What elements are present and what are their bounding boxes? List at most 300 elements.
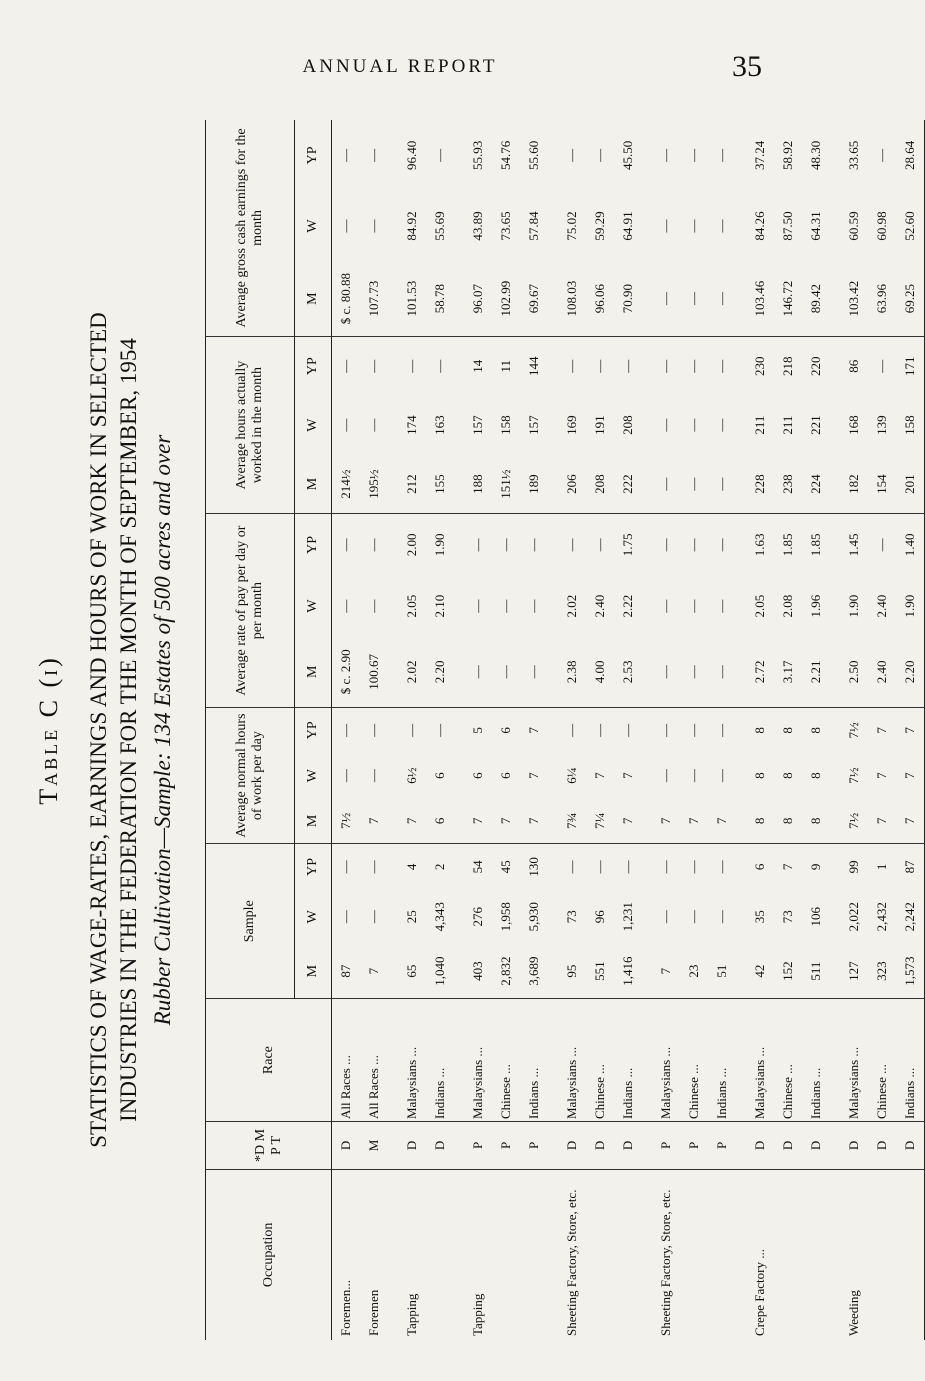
cell-occ: Crepe Factory ...	[752, 1248, 767, 1336]
cell-s-m: 23	[680, 944, 708, 999]
cell-s-yp: 7	[780, 863, 795, 871]
cell-s-yp: —	[592, 860, 607, 874]
group-spacer	[830, 120, 840, 1340]
cell-race: Chinese ...	[680, 999, 708, 1122]
cell-r-yp: 1.90	[432, 533, 447, 557]
cell-h-m: 189	[520, 455, 548, 514]
page-number: 35	[732, 50, 762, 83]
cell-h-m: 208	[586, 455, 614, 514]
cell-s-m: 511	[802, 944, 830, 999]
cell-s-w: 96	[592, 910, 607, 924]
cell-g-w: 52.60	[896, 191, 925, 262]
cell-r-m: 2.21	[802, 637, 830, 708]
cell-r-w: 1.90	[846, 594, 861, 618]
cell-s-m: 403	[464, 944, 492, 999]
col-group-rate-of-pay: Average rate of pay per day or per month	[206, 514, 295, 707]
cell-occ: Tapping	[404, 1293, 419, 1336]
cell-race: Malaysians ...	[558, 999, 586, 1122]
cell-n-w: —	[658, 769, 673, 783]
cell-basis: D	[586, 1122, 614, 1170]
cell-n-w: 7	[620, 772, 635, 779]
cell-occ	[426, 1169, 454, 1340]
cell-basis: D	[332, 1122, 361, 1170]
table-row	[896, 120, 925, 1340]
cell-r-m: 100.67	[360, 637, 388, 708]
cell-r-m: 2.38	[558, 637, 586, 708]
cell-h-w: 174	[404, 415, 419, 435]
cell-n-yp: —	[686, 723, 701, 737]
cell-g-yp: 58.92	[780, 140, 795, 170]
cell-basis: P	[652, 1122, 680, 1170]
cell-race: Indians ...	[802, 999, 830, 1122]
cell-s-w: 5,930	[526, 902, 541, 932]
cell-r-w: —	[658, 599, 673, 613]
cell-s-w: 25	[404, 910, 419, 924]
cell-g-w: 57.84	[526, 211, 541, 241]
cell-h-m: 201	[896, 455, 925, 514]
cell-race: All Races ...	[360, 999, 388, 1122]
cell-n-yp: —	[366, 723, 381, 737]
cell-g-w: —	[714, 219, 729, 233]
cell-r-w: 2.10	[432, 594, 447, 618]
cell-h-yp: 218	[780, 356, 795, 376]
cell-s-yp: 1	[874, 863, 889, 871]
cell-g-yp: —	[592, 148, 607, 162]
cell-s-w: 73	[780, 910, 795, 924]
cell-r-m: 2.02	[398, 637, 426, 708]
cell-g-yp: —	[686, 148, 701, 162]
cell-s-w: —	[658, 910, 673, 924]
cell-g-m: 103.42	[840, 261, 868, 336]
cell-n-m: 7	[398, 798, 426, 844]
cell-n-m: 7½	[332, 798, 361, 844]
table-row	[520, 120, 548, 1340]
cell-occ	[896, 1169, 925, 1340]
cell-s-w: 1,231	[620, 902, 635, 932]
table-row	[802, 120, 830, 1340]
cell-h-m: 182	[840, 455, 868, 514]
cell-n-yp: 8	[780, 727, 795, 734]
rotated-table-page	[30, 120, 917, 1340]
cell-s-yp: —	[686, 860, 701, 874]
cell-race: Indians ...	[614, 999, 642, 1122]
cell-occ	[520, 1169, 548, 1340]
cell-s-yp: 4	[404, 863, 419, 871]
cell-occ: Foremen...	[338, 1280, 353, 1336]
cell-g-w: 87.50	[780, 211, 795, 241]
cell-r-yp: —	[366, 538, 381, 552]
cell-g-yp: 55.60	[526, 140, 541, 170]
cell-n-m: 8	[746, 798, 774, 844]
cell-r-w: —	[338, 599, 353, 613]
cell-n-m: 8	[802, 798, 830, 844]
cell-h-w: 221	[808, 415, 823, 435]
cell-g-yp: 33.65	[846, 140, 861, 170]
cell-r-w: 2.02	[564, 594, 579, 618]
cell-h-w: 158	[498, 415, 513, 435]
cell-race: Malaysians ...	[652, 999, 680, 1122]
cell-s-m: 65	[398, 944, 426, 999]
cell-g-w: —	[366, 219, 381, 233]
cell-n-m: 6	[426, 798, 454, 844]
cell-n-m: 7¼	[586, 798, 614, 844]
cell-occ: Foremen	[366, 1289, 381, 1336]
cell-r-yp: —	[498, 538, 513, 552]
cell-g-w: 84.26	[752, 211, 767, 241]
col-race: Race	[206, 999, 332, 1122]
cell-r-m: —	[520, 637, 548, 708]
cell-race: Malaysians ...	[464, 999, 492, 1122]
cell-h-yp: —	[404, 359, 419, 373]
cell-g-w: —	[338, 219, 353, 233]
col-rate-yp: YP	[295, 514, 332, 575]
table-row	[774, 120, 802, 1340]
cell-n-m: 7¾	[558, 798, 586, 844]
cell-basis: D	[426, 1122, 454, 1170]
cell-race: Chinese ...	[774, 999, 802, 1122]
cell-h-m: 195½	[360, 455, 388, 514]
cell-race: Indians ...	[426, 999, 454, 1122]
cell-occ: Weeding	[846, 1290, 861, 1336]
cell-s-w: —	[366, 910, 381, 924]
table-row	[586, 120, 614, 1340]
cell-g-yp: 45.50	[620, 140, 635, 170]
cell-basis: D	[746, 1122, 774, 1170]
cell-g-yp: 55.93	[470, 140, 485, 170]
table-title-line-1: STATISTICS OF WAGE-RATES, EARNINGS AND HOURS OF WORK IN SELECTED	[86, 312, 111, 1148]
cell-n-m: 7	[614, 798, 642, 844]
cell-s-yp: 99	[846, 860, 861, 874]
cell-h-yp: —	[686, 359, 701, 373]
cell-g-m: 96.06	[586, 261, 614, 336]
cell-race: Malaysians ...	[398, 999, 426, 1122]
cell-race: Chinese ...	[868, 999, 896, 1122]
cell-r-w: 2.22	[620, 594, 635, 618]
cell-s-m: 2,832	[492, 944, 520, 999]
cell-g-m: 69.67	[520, 261, 548, 336]
cell-s-w: —	[338, 910, 353, 924]
cell-n-yp: —	[338, 723, 353, 737]
cell-n-w: 6	[432, 772, 447, 779]
cell-n-yp: 5	[470, 727, 485, 734]
cell-g-yp: 37.24	[752, 140, 767, 170]
cell-h-yp: —	[592, 359, 607, 373]
cell-n-yp: —	[620, 723, 635, 737]
cell-r-yp: —	[526, 538, 541, 552]
cell-r-yp: 1.85	[808, 533, 823, 557]
col-sample-m: M	[295, 944, 332, 999]
cell-occ	[802, 1169, 830, 1340]
cell-g-w: 59.29	[592, 211, 607, 241]
cell-r-w: 2.05	[404, 594, 419, 618]
cell-n-m: 7	[896, 798, 925, 844]
cell-r-m: 2.20	[426, 637, 454, 708]
cell-n-m: 7	[464, 798, 492, 844]
cell-s-yp: 130	[526, 857, 541, 877]
cell-n-w: 6	[498, 772, 513, 779]
cell-n-w: 7	[874, 772, 889, 779]
cell-basis: D	[868, 1122, 896, 1170]
cell-g-w: —	[658, 219, 673, 233]
cell-h-yp: 14	[470, 359, 485, 373]
table-title	[84, 120, 144, 1340]
cell-s-yp: 45	[498, 860, 513, 874]
cell-n-m: 7	[680, 798, 708, 844]
col-rate-m: M	[295, 637, 332, 708]
cell-g-w: 64.91	[620, 211, 635, 241]
cell-s-m: 152	[774, 944, 802, 999]
cell-h-w: —	[338, 418, 353, 432]
cell-basis: P	[464, 1122, 492, 1170]
cell-h-yp: —	[620, 359, 635, 373]
cell-n-yp: —	[404, 723, 419, 737]
cell-r-m: 2.50	[840, 637, 868, 708]
cell-basis: D	[896, 1122, 925, 1170]
col-occupation: Occupation	[206, 1169, 332, 1340]
cell-h-m: 155	[426, 455, 454, 514]
table-row	[426, 120, 454, 1340]
cell-h-m: 224	[802, 455, 830, 514]
cell-g-yp: 28.64	[896, 120, 925, 191]
cell-race: Chinese ...	[492, 999, 520, 1122]
cell-g-m: 58.78	[426, 261, 454, 336]
cell-r-w: 1.96	[808, 594, 823, 618]
cell-n-w: 7½	[846, 767, 861, 784]
table-row	[398, 120, 426, 1340]
group-spacer	[388, 120, 398, 1340]
cell-s-m: 1,573	[896, 944, 925, 999]
cell-g-w: 73.65	[498, 211, 513, 241]
cell-n-yp: 7	[874, 727, 889, 734]
cell-s-m: 7	[360, 944, 388, 999]
cell-h-yp: 11	[498, 359, 513, 373]
cell-g-w: 60.98	[874, 211, 889, 241]
cell-g-m: 63.96	[868, 261, 896, 336]
col-hours-m: M	[295, 455, 332, 514]
cell-r-m: 2.20	[896, 637, 925, 708]
cell-n-w: —	[714, 769, 729, 783]
cell-h-m: 154	[868, 455, 896, 514]
cell-h-yp: —	[338, 359, 353, 373]
cell-n-m: 7½	[840, 798, 868, 844]
cell-n-yp: 7½	[846, 722, 861, 739]
cell-s-m: 1,040	[426, 944, 454, 999]
cell-n-m: 8	[774, 798, 802, 844]
cell-h-m: 214½	[332, 455, 361, 514]
cell-h-m: 206	[558, 455, 586, 514]
cell-h-w: —	[714, 418, 729, 432]
cell-h-w: 168	[846, 415, 861, 435]
cell-occ	[492, 1169, 520, 1340]
cell-s-w: 2,432	[874, 902, 889, 932]
cell-r-m: —	[708, 637, 736, 708]
cell-h-w: —	[366, 418, 381, 432]
cell-basis: P	[492, 1122, 520, 1170]
cell-n-m: 7	[868, 798, 896, 844]
cell-n-w: 6¼	[564, 767, 579, 784]
cell-s-m: 95	[558, 944, 586, 999]
cell-r-yp: —	[592, 538, 607, 552]
cell-basis: D	[398, 1122, 426, 1170]
cell-n-yp: —	[658, 723, 673, 737]
col-normal-m: M	[295, 798, 332, 844]
cell-g-w: —	[686, 219, 701, 233]
cell-s-yp: 2	[432, 863, 447, 871]
cell-g-w: 60.59	[846, 211, 861, 241]
group-spacer	[548, 120, 558, 1340]
cell-r-m: —	[680, 637, 708, 708]
cell-race: Indians ...	[896, 999, 925, 1122]
cell-s-w: 73	[564, 910, 579, 924]
cell-h-yp: 220	[808, 356, 823, 376]
cell-h-m: 222	[614, 455, 642, 514]
cell-h-yp: 230	[752, 356, 767, 376]
cell-n-w: 8	[752, 772, 767, 779]
cell-n-w: 7	[592, 772, 607, 779]
col-basis: *D M P T	[206, 1122, 332, 1170]
cell-s-w: 1,958	[498, 902, 513, 932]
cell-n-yp: —	[432, 723, 447, 737]
cell-basis: P	[708, 1122, 736, 1170]
cell-r-m: —	[652, 637, 680, 708]
cell-g-m: 96.07	[464, 261, 492, 336]
cell-g-yp: —	[366, 148, 381, 162]
cell-g-m: 101.53	[398, 261, 426, 336]
cell-s-m: 551	[586, 944, 614, 999]
cell-h-w: 157	[470, 415, 485, 435]
cell-basis: P	[680, 1122, 708, 1170]
col-gross-m: M	[295, 261, 332, 336]
cell-s-w: —	[714, 910, 729, 924]
cell-r-yp: 1.85	[780, 533, 795, 557]
cell-n-yp: —	[592, 723, 607, 737]
cell-s-w: 4,343	[432, 902, 447, 932]
cell-occ	[680, 1169, 708, 1340]
cell-g-m: 89.42	[802, 261, 830, 336]
cell-g-w: 55.69	[432, 211, 447, 241]
cell-h-yp: —	[714, 359, 729, 373]
cell-s-m: 42	[746, 944, 774, 999]
cell-r-m: 3.17	[774, 637, 802, 708]
cell-n-yp: 7	[526, 727, 541, 734]
cell-s-w: 276	[470, 906, 485, 927]
cell-n-w: —	[686, 769, 701, 783]
col-group-sample: Sample	[206, 844, 295, 999]
cell-s-m: 7	[652, 944, 680, 999]
cell-g-m: 107.73	[360, 261, 388, 336]
cell-g-m: —	[680, 261, 708, 336]
table-title-line-2: INDUSTRIES IN THE FEDERATION FOR THE MONTH OF SEPTEMBER, 1954	[116, 338, 141, 1122]
cell-s-yp: —	[338, 860, 353, 874]
group-spacer	[454, 120, 464, 1340]
table-subtitle: Rubber Cultivation—Sample: 134 Estates of 500 acres and over	[150, 434, 175, 1026]
table-row	[708, 120, 736, 1340]
cell-h-w: 139	[874, 415, 889, 435]
table-row	[492, 120, 520, 1340]
table-row	[652, 120, 680, 1340]
cell-h-m: 212	[398, 455, 426, 514]
header-row-main	[206, 120, 295, 1340]
cell-basis: D	[614, 1122, 642, 1170]
cell-r-w: —	[470, 599, 485, 613]
cell-g-m: 103.46	[746, 261, 774, 336]
cell-race: Malaysians ...	[746, 999, 774, 1122]
cell-g-yp: —	[432, 148, 447, 162]
cell-r-yp: 1.63	[752, 533, 767, 557]
cell-r-m: 4.00	[586, 637, 614, 708]
cell-h-m: 151½	[492, 455, 520, 514]
cell-g-w: 84.92	[404, 211, 419, 241]
cell-h-m: 228	[746, 455, 774, 514]
cell-h-w: 191	[592, 415, 607, 435]
cell-r-w: —	[366, 599, 381, 613]
cell-s-yp: —	[658, 860, 673, 874]
cell-s-yp: —	[714, 860, 729, 874]
cell-g-m: 69.25	[896, 261, 925, 336]
cell-occ	[614, 1169, 642, 1340]
cell-r-w: 2.08	[780, 594, 795, 618]
cell-r-w: 2.40	[592, 594, 607, 618]
cell-h-m: —	[708, 455, 736, 514]
col-hours-w: W	[295, 396, 332, 455]
cell-g-m: —	[708, 261, 736, 336]
cell-h-w: 163	[432, 415, 447, 435]
cell-h-w: 211	[752, 415, 767, 435]
cell-r-yp: —	[338, 538, 353, 552]
cell-s-w: 35	[752, 910, 767, 924]
cell-s-m: 1,416	[614, 944, 642, 999]
cell-n-m: 7	[520, 798, 548, 844]
cell-s-m: 127	[840, 944, 868, 999]
cell-r-yp: 2.00	[404, 533, 419, 557]
cell-s-yp: 9	[808, 863, 823, 871]
cell-g-yp: —	[658, 148, 673, 162]
cell-occ	[868, 1169, 896, 1340]
table-row	[360, 120, 388, 1340]
table-row	[746, 120, 774, 1340]
col-gross-w: W	[295, 191, 332, 262]
cell-s-w: 2,022	[846, 902, 861, 932]
cell-basis: P	[520, 1122, 548, 1170]
table-row	[558, 120, 586, 1340]
cell-g-w: 75.02	[564, 211, 579, 241]
cell-g-m: 108.03	[558, 261, 586, 336]
cell-n-yp: 8	[808, 727, 823, 734]
cell-h-w: 157	[526, 415, 541, 435]
cell-s-yp: 54	[470, 860, 485, 874]
cell-race: Chinese ...	[586, 999, 614, 1122]
cell-r-w: —	[526, 599, 541, 613]
cell-r-yp: —	[874, 538, 889, 552]
cell-n-yp: 7	[896, 707, 925, 753]
cell-r-w: 1.90	[896, 575, 925, 636]
cell-n-yp: —	[564, 723, 579, 737]
cell-h-w: 169	[564, 415, 579, 435]
cell-basis: D	[774, 1122, 802, 1170]
cell-r-yp: —	[470, 538, 485, 552]
cell-n-m: 7	[708, 798, 736, 844]
cell-h-m: —	[680, 455, 708, 514]
cell-n-w: 6½	[404, 767, 419, 784]
group-spacer	[642, 120, 652, 1340]
cell-basis: D	[558, 1122, 586, 1170]
cell-race: Malaysians ...	[840, 999, 868, 1122]
cell-h-w: —	[658, 418, 673, 432]
col-rate-w: W	[295, 575, 332, 636]
cell-n-w: 6	[470, 772, 485, 779]
cell-h-yp: —	[432, 359, 447, 373]
cell-basis: M	[360, 1122, 388, 1170]
